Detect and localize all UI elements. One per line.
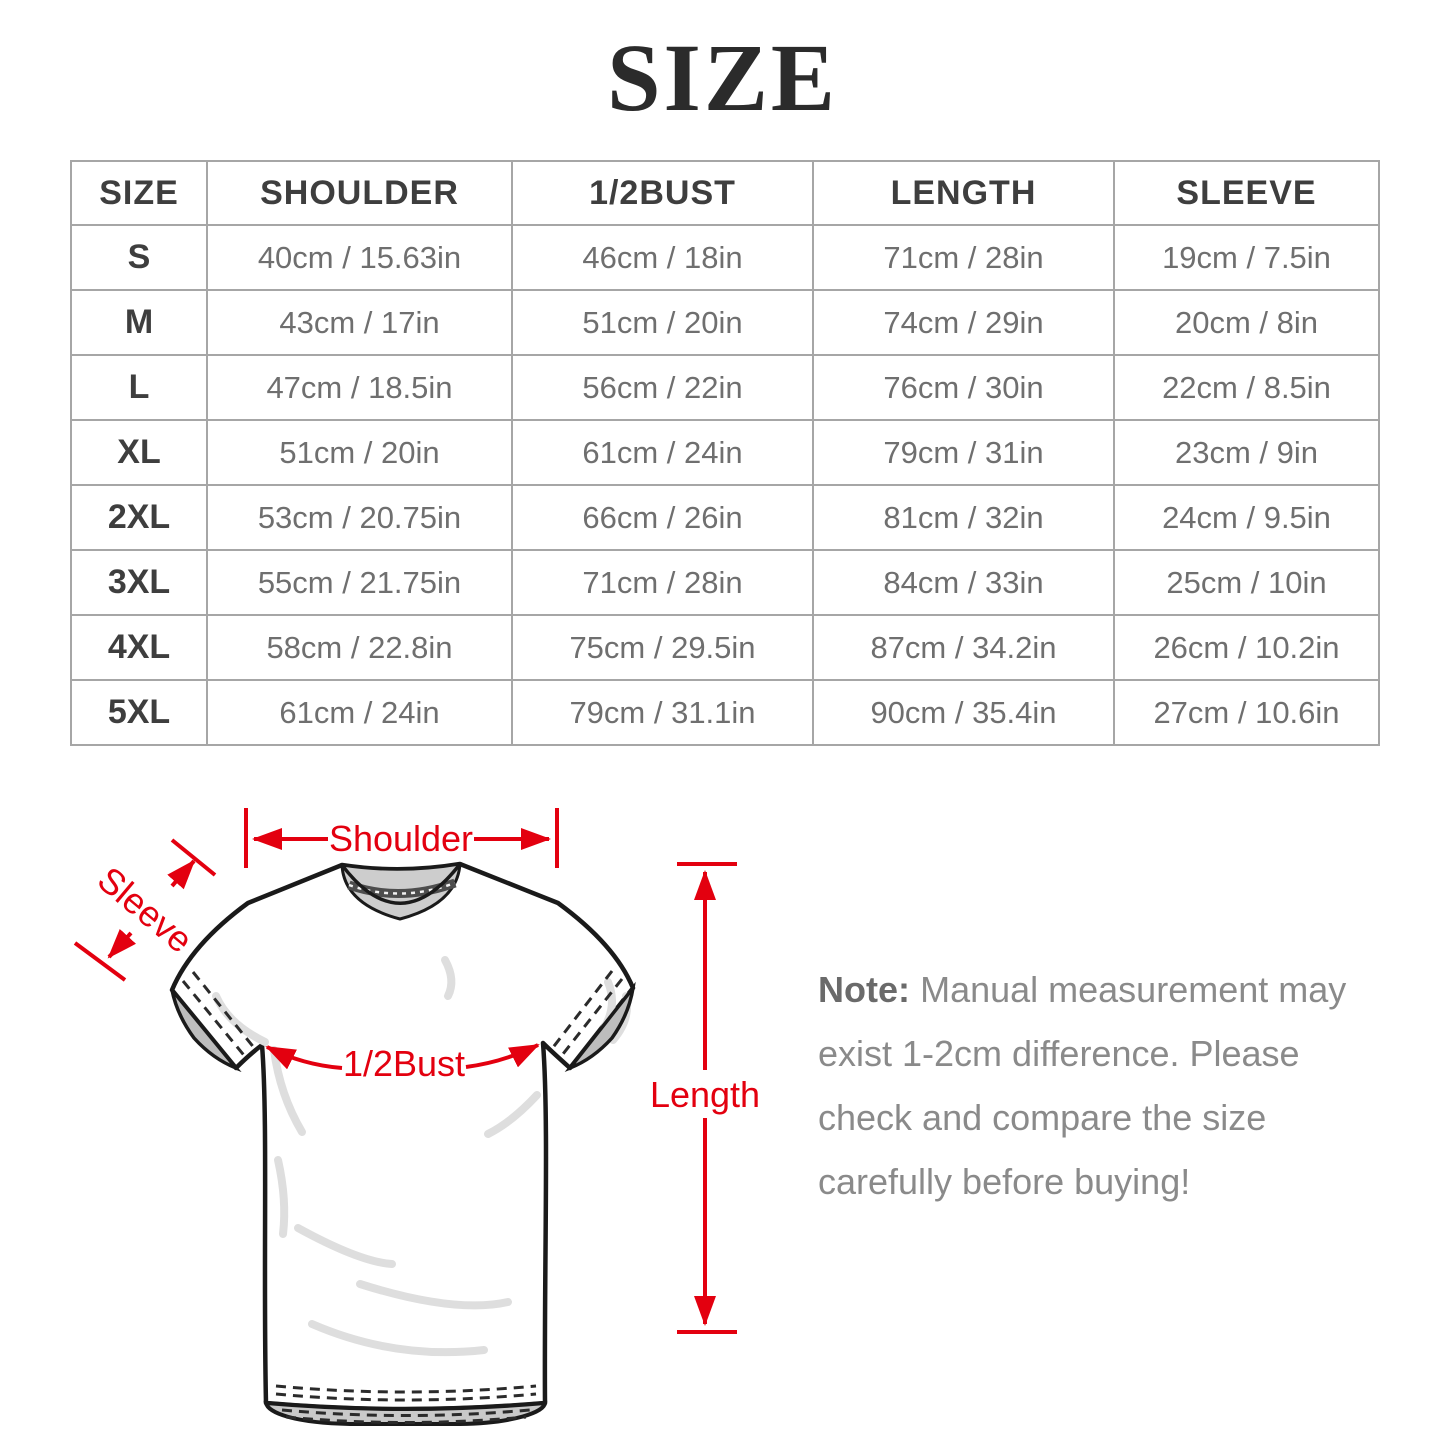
- bust-cell: 51cm / 20in: [512, 290, 813, 355]
- shoulder-cell: 53cm / 20.75in: [207, 485, 512, 550]
- bust-cell: 61cm / 24in: [512, 420, 813, 485]
- shoulder-label: Shoulder: [328, 818, 474, 859]
- bust-cell: 75cm / 29.5in: [512, 615, 813, 680]
- tshirt-diagram: [60, 800, 770, 1435]
- sleeve-cell: 20cm / 8in: [1114, 290, 1379, 355]
- size-label: 5XL: [71, 680, 207, 745]
- shoulder-cell: 51cm / 20in: [207, 420, 512, 485]
- col-header-size: SIZE: [71, 161, 207, 225]
- size-label: S: [71, 225, 207, 290]
- size-table: [70, 160, 1380, 746]
- bust-cell: 79cm / 31.1in: [512, 680, 813, 745]
- note-line-text: Manual measurement may: [920, 969, 1347, 1010]
- tshirt-outline: [172, 864, 633, 1424]
- bust-cell: 46cm / 18in: [512, 225, 813, 290]
- bust-cell: 71cm / 28in: [512, 550, 813, 615]
- page-title: SIZE: [607, 24, 838, 131]
- sleeve-cell: 27cm / 10.6in: [1114, 680, 1379, 745]
- note-line: [818, 958, 1378, 1022]
- shoulder-cell: 55cm / 21.75in: [207, 550, 512, 615]
- note-line: carefully before buying!: [818, 1161, 1191, 1202]
- tshirt-body: [172, 864, 633, 1409]
- size-label: M: [71, 290, 207, 355]
- bust-label: 1/2Bust: [342, 1043, 466, 1084]
- col-header-shoulder: SHOULDER: [207, 161, 512, 225]
- length-cell: 74cm / 29in: [813, 290, 1114, 355]
- table-row: [71, 420, 1379, 485]
- bust-cell: 56cm / 22in: [512, 355, 813, 420]
- length-cell: 84cm / 33in: [813, 550, 1114, 615]
- sleeve-cell: 26cm / 10.2in: [1114, 615, 1379, 680]
- length-cell: 90cm / 35.4in: [813, 680, 1114, 745]
- table-row: [71, 615, 1379, 680]
- length-cell: 81cm / 32in: [813, 485, 1114, 550]
- size-label: 2XL: [71, 485, 207, 550]
- note-line: check and compare the size: [818, 1097, 1267, 1138]
- length-cell: 76cm / 30in: [813, 355, 1114, 420]
- note-text: [818, 958, 1378, 1214]
- sleeve-cell: 19cm / 7.5in: [1114, 225, 1379, 290]
- length-cell: 71cm / 28in: [813, 225, 1114, 290]
- length-label: Length: [649, 1074, 761, 1115]
- table-row: [71, 680, 1379, 745]
- length-cell: 79cm / 31in: [813, 420, 1114, 485]
- size-label: 3XL: [71, 550, 207, 615]
- shoulder-annotation: [246, 808, 557, 868]
- table-header-row: [71, 161, 1379, 225]
- sleeve-cell: 22cm / 8.5in: [1114, 355, 1379, 420]
- sleeve-cell: 23cm / 9in: [1114, 420, 1379, 485]
- size-label: L: [71, 355, 207, 420]
- table-row: [71, 485, 1379, 550]
- sleeve-cell: 25cm / 10in: [1114, 550, 1379, 615]
- col-header-length: LENGTH: [813, 161, 1114, 225]
- shoulder-cell: 47cm / 18.5in: [207, 355, 512, 420]
- shoulder-cell: 40cm / 15.63in: [207, 225, 512, 290]
- table-row: [71, 550, 1379, 615]
- col-header-bust: 1/2BUST: [512, 161, 813, 225]
- sleeve-cell: 24cm / 9.5in: [1114, 485, 1379, 550]
- shoulder-cell: 58cm / 22.8in: [207, 615, 512, 680]
- col-header-sleeve: SLEEVE: [1114, 161, 1379, 225]
- bust-cell: 66cm / 26in: [512, 485, 813, 550]
- table-row: [71, 290, 1379, 355]
- sleeve-label: Sleeve: [89, 858, 201, 961]
- length-annotation: [650, 864, 760, 1332]
- size-label: 4XL: [71, 615, 207, 680]
- shoulder-cell: 43cm / 17in: [207, 290, 512, 355]
- table-row: [71, 225, 1379, 290]
- tshirt-diagram-svg: [60, 800, 770, 1435]
- note-label: Note:: [818, 969, 910, 1010]
- shoulder-cell: 61cm / 24in: [207, 680, 512, 745]
- note-line: exist 1-2cm difference. Please: [818, 1033, 1300, 1074]
- size-label: XL: [71, 420, 207, 485]
- length-cell: 87cm / 34.2in: [813, 615, 1114, 680]
- table-row: [71, 355, 1379, 420]
